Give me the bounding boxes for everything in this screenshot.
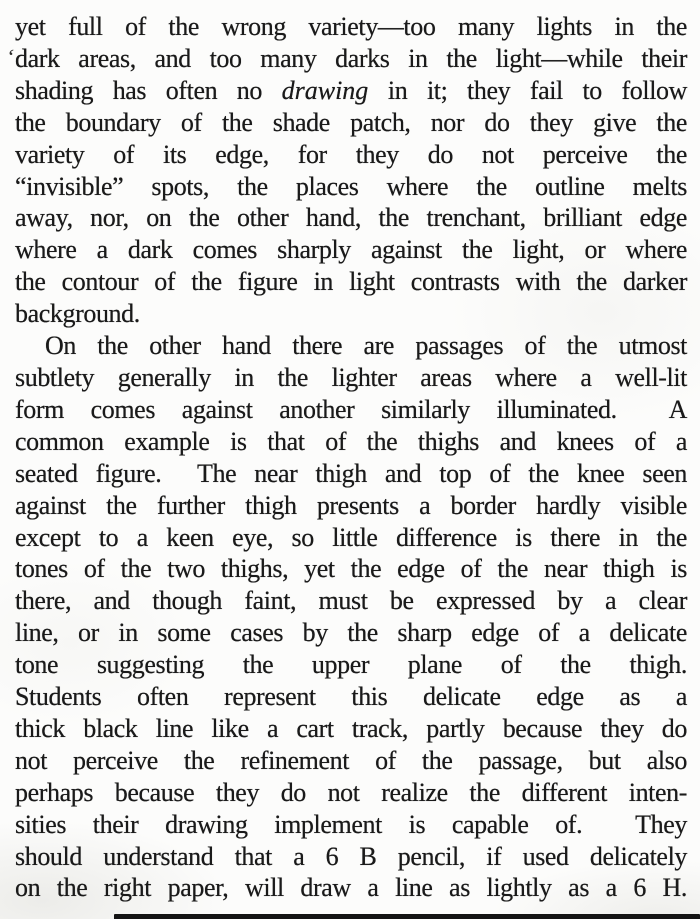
text-line: sities their drawing implement is capable of. They <box>15 809 687 839</box>
scan-artifact-bar <box>114 914 700 919</box>
text-line: thick black line like a cart track, partly because they do <box>15 713 687 743</box>
text-line: Students often represent this delicate edge as a <box>15 682 687 712</box>
text-line: perhaps because they do not realize the different inten- <box>15 777 687 807</box>
text-line: where a dark comes sharply against the light, or where <box>15 235 687 265</box>
text-line: tones of the two thighs, yet the edge of the near thigh is <box>15 554 687 584</box>
text-line: not perceive the refinement of the passage, but also <box>15 745 687 775</box>
text-line: seated figure. The near thigh and top of the knee seen <box>15 458 687 488</box>
text-line: shading has often no drawing in it; they fail to follow <box>15 75 688 105</box>
text-line: “invisible” spots, the places where the outline melts <box>15 171 687 201</box>
text-line: against the further thigh presents a border hardly visible <box>15 490 687 520</box>
text-line: the boundary of the shade patch, nor do they give the <box>15 107 687 137</box>
text-line: the contour of the figure in light contrasts with the darker <box>15 267 687 297</box>
ink-speck: ‘ <box>5 43 17 70</box>
text-line: on the right paper, will draw a line as lightly as a 6 H. <box>15 873 687 903</box>
text-line: variety of its edge, for they do not perceive the <box>15 139 687 169</box>
text-line: subtlety generally in the lighter areas where a well-lit <box>15 362 687 392</box>
italic-word: drawing <box>281 75 369 105</box>
text-line: yet full of the wrong variety—too many lights in the <box>15 12 687 41</box>
text-line: away, nor, on the other hand, the trenchant, brilliant edge <box>15 203 687 233</box>
text-line: should understand that a 6 B pencil, if used delicately <box>15 841 687 871</box>
text-line: there, and though faint, must be expressed by a clear <box>15 586 687 616</box>
text-line: line, or in some cases by the sharp edge of a delicate <box>15 618 687 648</box>
text-line: tone suggesting the upper plane of the thigh. <box>15 650 687 680</box>
text-line: except to a keen eye, so little difference is there in the <box>15 522 687 552</box>
text-line: dark areas, and too many darks in the light—while their <box>15 43 687 73</box>
text-line: form comes against another similarly illuminated. A <box>15 394 687 424</box>
text-block <box>15 11 687 904</box>
text-line: On the other hand there are passages of the utmost <box>45 331 687 361</box>
text-line: background. <box>15 299 140 329</box>
text-line: common example is that of the thighs and knees of a <box>15 426 687 456</box>
